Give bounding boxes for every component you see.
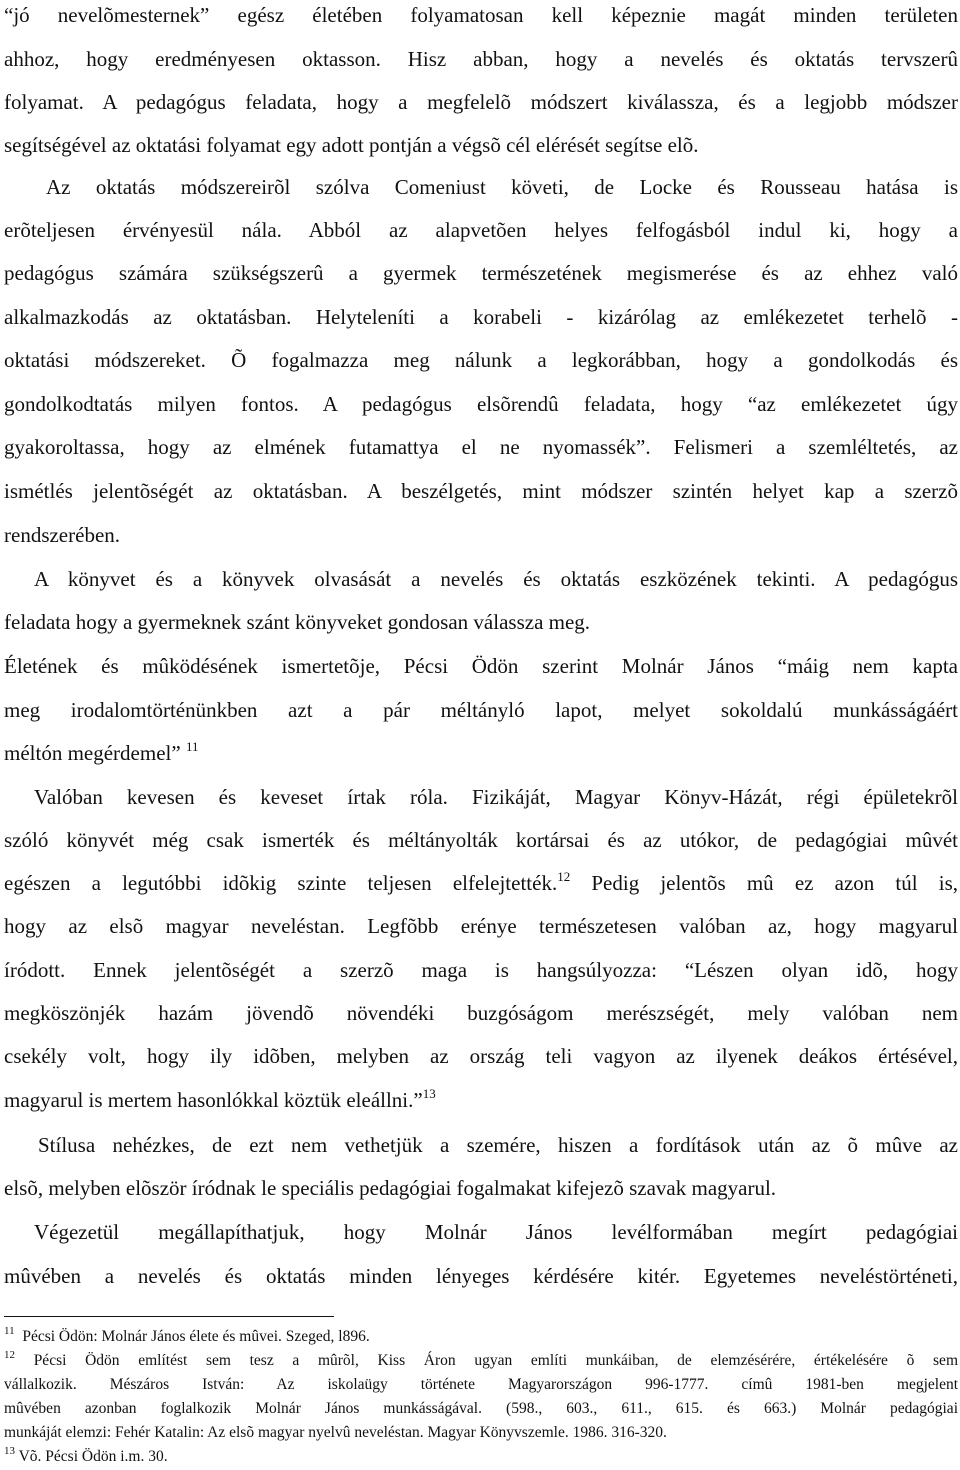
body-text: magyarul is mertem hasonlókkal köztük eleállni.” <box>4 1088 423 1112</box>
footnote-text: Võ. Pécsi Ödön i.m. 30. <box>18 1448 168 1465</box>
body-line: szóló könyvét még csak ismerték és méltányolták kortársai és az utókor, de pedagógiai mûvét <box>4 828 958 852</box>
body-line: Végezetül megállapíthatjuk, hogy Molnár János levélformában megírt pedagógiai <box>34 1220 958 1244</box>
body-line: Valóban kevesen és keveset írtak róla. Fizikáját, Magyar Könyv-Házát, régi épületekrõl <box>34 785 958 809</box>
body-line: Az oktatás módszereirõl szólva Comeniust követi, de Locke és Rousseau hatása is <box>46 175 958 199</box>
footnote-ref: 11 <box>185 739 199 754</box>
footnote-continuation: mûvében azonban foglalkozik Molnár János munkásságával. (598., 603., 611., 615. és 663.) Molnár pedagógiai <box>4 1400 958 1417</box>
footnote-continuation: munkáját elemzi: Fehér Katalin: Az elsõ magyar nyelvû neveléstan. Magyar Könyvszemle. 1986. 316-320. <box>4 1424 667 1441</box>
body-line: meg irodalomtörténünkben azt a pár méltányló lapot, melyet sokoldalú munkásságáért <box>4 698 958 722</box>
body-line: íródott. Ennek jelentõségét a szerzõ maga is hangsúlyozza: “Lészen olyan idõ, hogy <box>4 958 958 982</box>
body-line: oktatási módszereket. Õ fogalmazza meg nálunk a legkorábban, hogy a gondolkodás és <box>4 348 958 372</box>
body-line: alkalmazkodás az oktatásban. Helyteleníti a korabeli - kizárólag az emlékezetet terhelõ - <box>4 305 958 329</box>
footnote-text: Pécsi Ödön: Molnár János élete és mûvei. Szeged, l896. <box>22 1328 370 1345</box>
body-line: ismétlés jelentõségét az oktatásban. A beszélgetés, mint módszer szintén helyet kap a szerzõ <box>4 479 958 503</box>
body-text: egészen a legutóbbi idõkig szinte teljesen elfelejtették. <box>4 871 558 895</box>
body-line <box>4 868 958 898</box>
footnote <box>4 1350 958 1372</box>
body-line: ahhoz, hogy eredményesen oktasson. Hisz abban, hogy a nevelés és oktatás tervszerû <box>4 47 958 71</box>
footnote-continuation: vállalkozik. Mészáros István: Az iskolaügy története Magyarországon 996-1777. címû 1981-ben megjelent <box>4 1376 958 1393</box>
footnote-number: 12 <box>4 1349 15 1361</box>
footnote <box>4 1326 958 1348</box>
body-line: csekély volt, hogy ily idõben, melyben az ország teli vagyon az ilyenek deákos értésével, <box>4 1044 958 1068</box>
footnote-separator <box>4 1316 334 1317</box>
body-line <box>4 738 958 768</box>
body-text: méltón megérdemel” <box>4 741 181 765</box>
body-line: “jó nevelõmesternek” egész életében folyamatosan kell képeznie magát minden területen <box>4 3 958 27</box>
body-line: segítségével az oktatási folyamat egy adott pontján a végsõ cél elérését segítse elõ. <box>4 133 699 157</box>
body-line: A könyvet és a könyvek olvasását a nevelés és oktatás eszközének tekinti. A pedagógus <box>34 567 958 591</box>
footnote-text: Pécsi Ödön említést sem tesz a mûrõl, Kiss Áron ugyan említi munkáiban, de elemzésérére, értékelésére õ sem <box>33 1352 958 1369</box>
body-line: erõteljesen érvényesül nála. Abból az alapvetõen helyes felfogásból indul ki, hogy a <box>4 218 958 242</box>
body-text: Pedig jelentõs mû ez azon túl is, <box>570 871 959 895</box>
body-line: megköszönjék hazám jövendõ növendéki buzgóságom merészségét, mely valóban nem <box>4 1001 958 1025</box>
footnote <box>4 1446 958 1468</box>
footnote-ref: 13 <box>422 1086 436 1101</box>
body-line: Életének és mûködésének ismertetõje, Pécsi Ödön szerint Molnár János “máig nem kapta <box>4 654 958 678</box>
body-line: hogy az elsõ magyar neveléstan. Legfõbb erénye természetesen valóban az, hogy magyarul <box>4 914 958 938</box>
body-line: gyakoroltassa, hogy az elmének futamattya el ne nyomassék”. Felismeri a szemléltetés, az <box>4 435 958 459</box>
body-line: gondolkodtatás milyen fontos. A pedagógus elsõrendû feladata, hogy “az emlékezetet úgy <box>4 392 958 416</box>
footnote-number: 11 <box>4 1325 15 1337</box>
body-line: feladata hogy a gyermeknek szánt könyveket gondosan válassza meg. <box>4 610 591 634</box>
body-line: elsõ, melyben elõször íródnak le speciális pedagógiai fogalmakat kifejezõ szavak magyarul. <box>4 1176 777 1200</box>
footnote-ref: 12 <box>557 869 571 884</box>
body-line: rendszerében. <box>4 523 121 547</box>
body-line: mûvében a nevelés és oktatás minden lényeges kérdésére kitér. Egyetemes neveléstörténeti, <box>4 1264 958 1288</box>
body-line: pedagógus számára szükségszerû a gyermek természetének megismerése és az ehhez való <box>4 261 958 285</box>
body-line: folyamat. A pedagógus feladata, hogy a megfelelõ módszert kiválassza, és a legjobb módszer <box>4 90 958 114</box>
body-line <box>4 1085 958 1115</box>
footnote-number: 13 <box>4 1445 15 1457</box>
body-line: Stílusa nehézkes, de ezt nem vethetjük a szemére, hiszen a fordítások után az õ mûve az <box>38 1133 958 1157</box>
